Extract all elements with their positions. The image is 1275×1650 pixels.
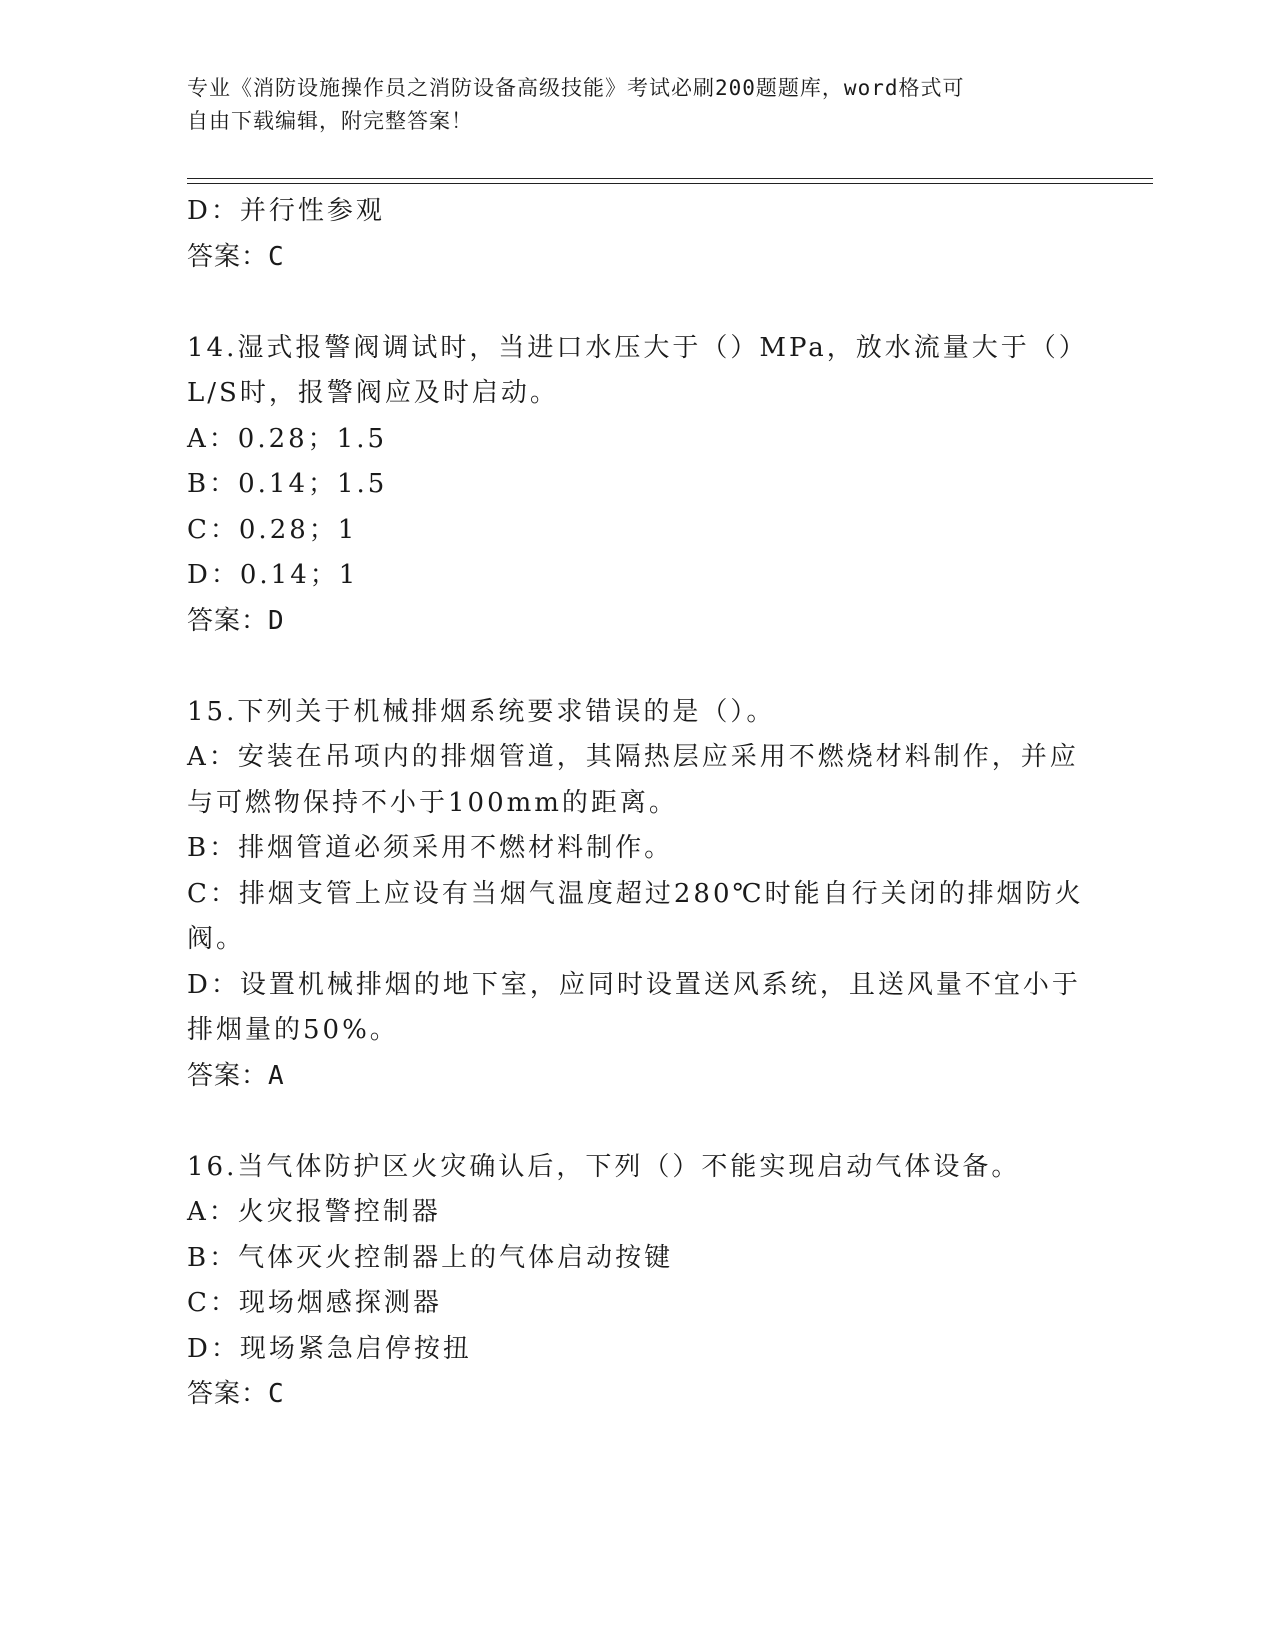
spacer: [187, 1099, 1087, 1145]
spacer: [187, 644, 1087, 690]
question-content: [187, 189, 1087, 1418]
question-stem: 16.当气体防护区火灾确认后，下列（）不能实现启动气体设备。: [187, 1151, 1021, 1182]
option-a: A：0.28；1.5: [187, 423, 388, 454]
option-d-line-2: 排烟量的50%。: [187, 1015, 399, 1045]
question-16: [187, 1145, 1087, 1418]
option-a-line-2: 与可燃物保持不小于100mm的距离。: [187, 787, 678, 818]
question-15: [187, 690, 1087, 1100]
header-divider-top: [187, 178, 1153, 179]
option-a: A：火灾报警控制器: [187, 1197, 441, 1227]
option-d: D：现场紧急启停按扭: [187, 1333, 472, 1364]
question-13: [187, 189, 1087, 280]
option-a-line-1: A：安装在吊项内的排烟管道，其隔热层应采用不燃烧材料制作，并应: [187, 742, 1079, 772]
option-c: C：现场烟感探测器: [187, 1288, 442, 1318]
header-line-1: 专业《消防设施操作员之消防设备高级技能》考试必刷200题题库，word格式可: [187, 76, 965, 100]
spacer: [187, 280, 1087, 326]
answer-line: 答案：C: [187, 1379, 285, 1409]
option-b: B：排烟管道必须采用不燃材料制作。: [187, 833, 674, 863]
option-c: C：0.28；1: [187, 514, 358, 545]
header-divider-bottom: [187, 183, 1153, 184]
header-line-2: 自由下载编辑，附完整答案！: [187, 109, 473, 133]
option-b: B：气体灭火控制器上的气体启动按键: [187, 1242, 674, 1273]
question-14: [187, 326, 1087, 645]
question-stem: 15.下列关于机械排烟系统要求错误的是（）。: [187, 696, 776, 727]
option-d-line-1: D：设置机械排烟的地下室，应同时设置送风系统，且送风量不宜小于: [187, 969, 1081, 1000]
option-c-line-1: C：排烟支管上应设有当烟气温度超过280℃时能自行关闭的排烟防火: [187, 878, 1084, 909]
question-stem-line-1: 14.湿式报警阀调试时，当进口水压大于（）MPa，放水流量大于（）: [187, 332, 1088, 363]
answer-line: 答案：A: [187, 1060, 285, 1091]
option-d: D：并行性参观: [187, 196, 385, 226]
option-c-line-2: 阀。: [187, 924, 246, 954]
option-b: B：0.14；1.5: [187, 469, 388, 499]
option-d: D：0.14；1: [187, 560, 359, 590]
answer-line: 答案：C: [187, 241, 285, 272]
answer-line: 答案：D: [187, 605, 285, 636]
question-stem-line-2: L/S时，报警阀应及时启动。: [187, 378, 559, 408]
page-header: [187, 72, 1067, 138]
